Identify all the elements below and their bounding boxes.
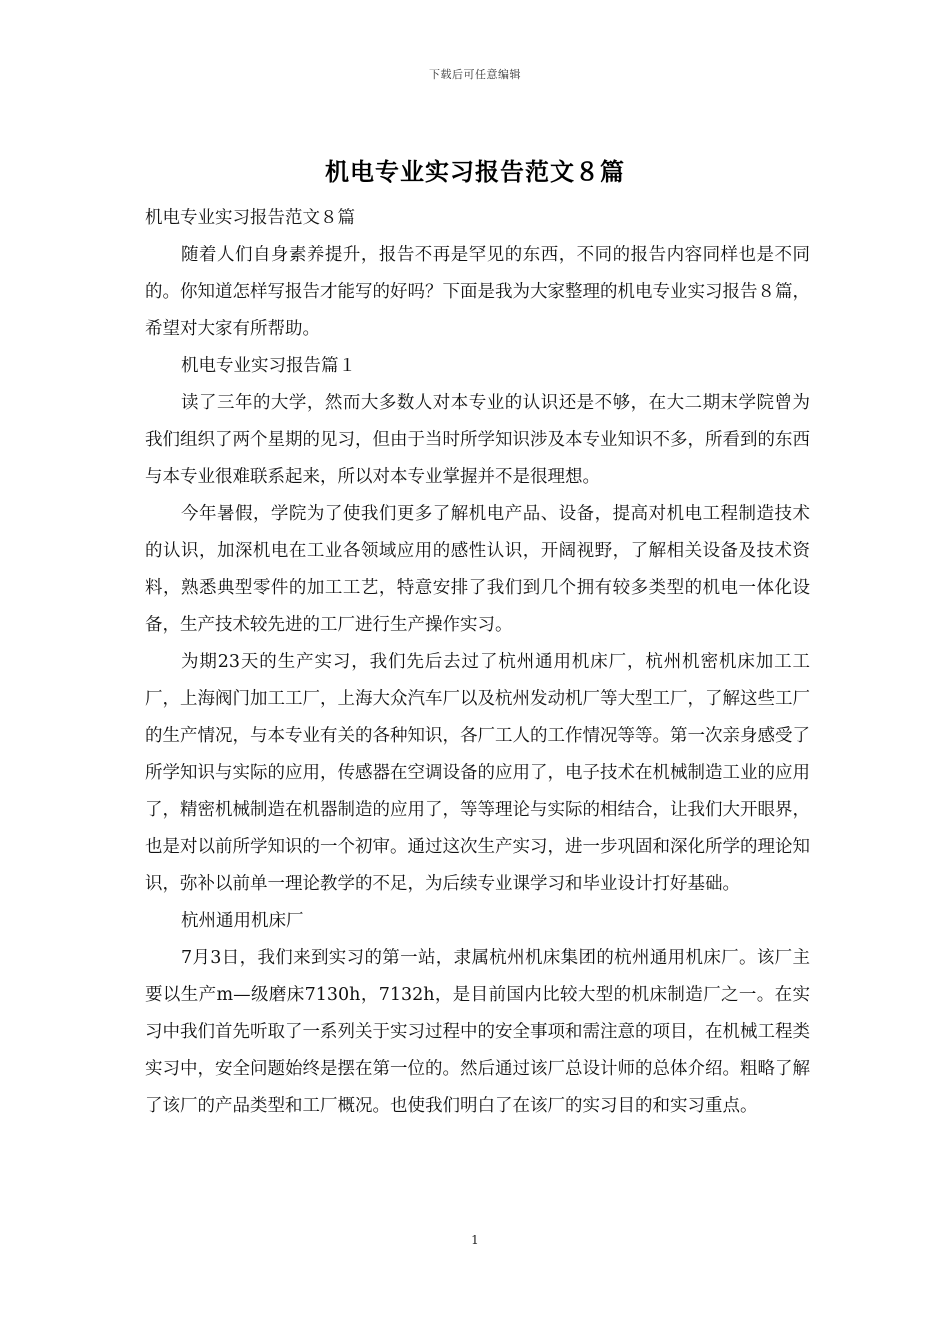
section-heading-part-1: 机电专业实习报告篇１ <box>181 356 356 376</box>
body-paragraph: 今年暑假，学院为了使我们更多了解机电产品、设备，提高对机电工程制造技术的认识，加深机电在工业各领域应用的感性认识，开阔视野，了解相关设备及技术资料，熟悉典型零件的加工工艺，特意安排了我们到几个拥有较多类型的机电一体化设备，生产技术较先进的工厂进行生产操作实习。 <box>145 504 810 635</box>
header-note: 下载后可任意编辑 <box>429 68 521 81</box>
body-paragraph: 为期23天的生产实习，我们先后去过了杭州通用机床厂，杭州机密机床加工工厂，上海阀门加工工厂，上海大众汽车厂以及杭州发动机厂等大型工厂，了解这些工厂的生产情况，与本专业有关的各种知识，各厂工人的工作情况等等。第一次亲身感受了所学知识与实际的应用，传感器在空调设备的应用了，电子技术在机械制造工业的应用了，精密机械制造在机器制造的应用了，等等理论与实际的相结合，让我们大开眼界，也是对以前所学知识的一个初审。通过这次生产实习，进一步巩固和深化所学的理论知识，弥补以前单一理论教学的不足，为后续专业课学习和毕业设计打好基础。 <box>145 652 810 894</box>
body-paragraph: 读了三年的大学，然而大多数人对本专业的认识还是不够，在大二期末学院曾为我们组织了两个星期的见习，但由于当时所学知识涉及本专业知识不多，所看到的东西与本专业很难联系起来，所以对本专业掌握并不是很理想。 <box>145 393 810 487</box>
page-number: 1 <box>471 1233 479 1247</box>
body-paragraph: 7月3日，我们来到实习的第一站，隶属杭州机床集团的杭州通用机床厂。该厂主要以生产m—级磨床7130h，7132h，是目前国内比较大型的机床制造厂之一。在实习中我们首先听取了一系列关于实习过程中的安全事项和需注意的项目，在机械工程类实习中，安全问题始终是摆在第一位的。然后通过该厂总设计师的总体介绍。粗略了解了该厂的产品类型和工厂概况。也使我们明白了在该厂的实习目的和实习重点。 <box>145 948 810 1116</box>
intro-paragraph: 随着人们自身素养提升，报告不再是罕见的东西，不同的报告内容同样也是不同的。你知道怎样写报告才能写的好吗？下面是我为大家整理的机电专业实习报告８篇，希望对大家有所帮助。 <box>145 245 810 339</box>
document-body <box>145 200 810 1125</box>
section-heading-hangzhou-factory: 杭州通用机床厂 <box>181 911 304 931</box>
document-subtitle: 机电专业实习报告范文８篇 <box>145 208 355 228</box>
document-title: 机电专业实习报告范文８篇 <box>325 157 625 186</box>
